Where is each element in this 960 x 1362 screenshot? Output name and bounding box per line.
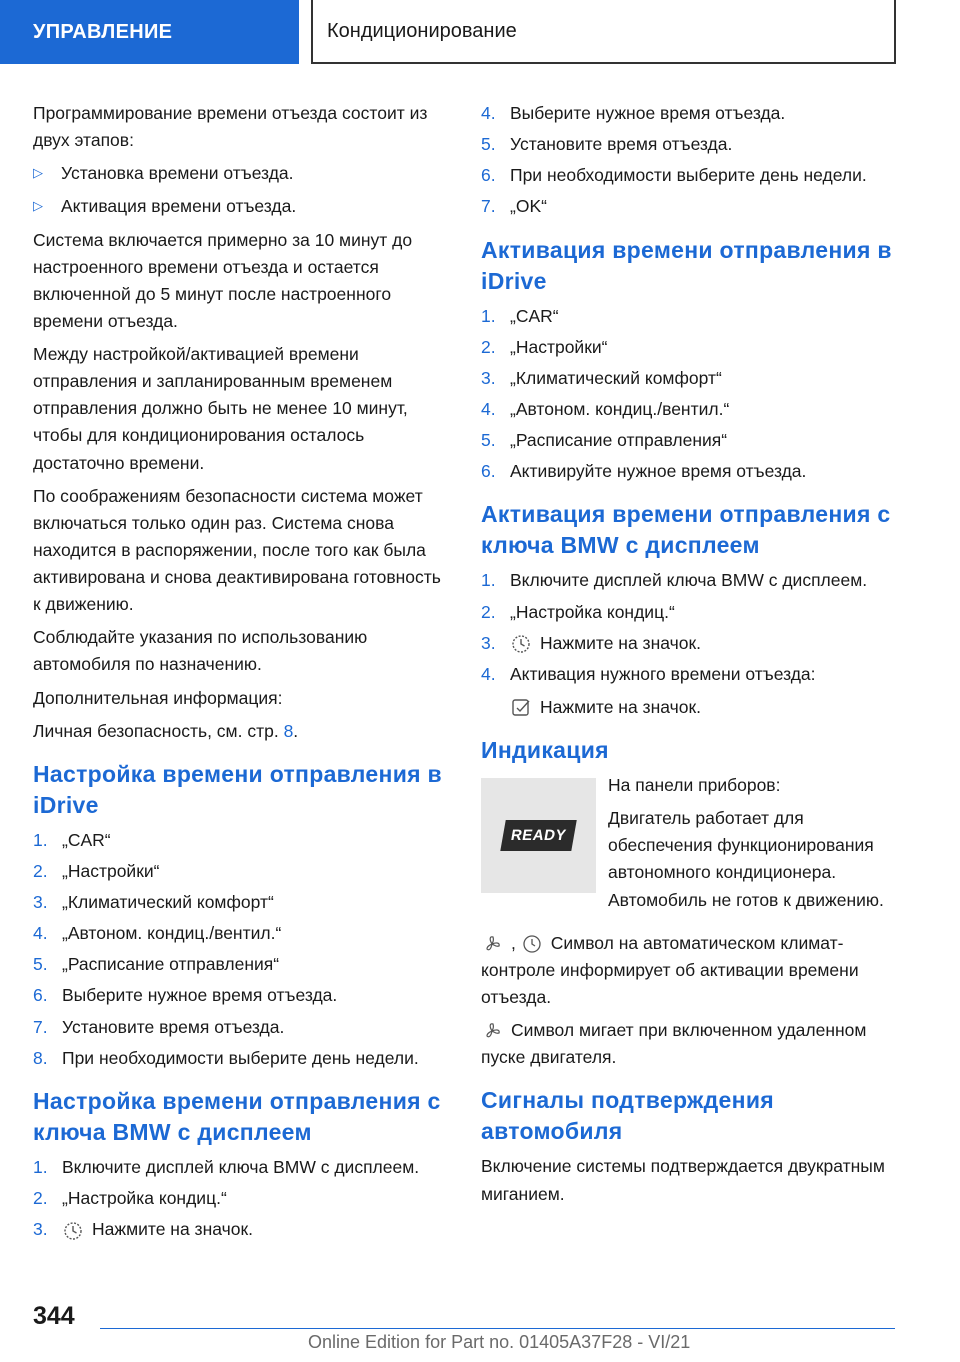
clock-icon [521, 933, 543, 955]
list-item [481, 162, 896, 189]
step-number: 6. [481, 461, 496, 482]
step-number: 8. [33, 1047, 48, 1068]
list-item [481, 303, 896, 330]
right-column [481, 100, 896, 1214]
list-item [33, 858, 447, 885]
list-item [33, 1014, 447, 1041]
step-text: „Расписание отправления“ [510, 430, 728, 451]
instrument-display-image [481, 778, 596, 893]
blink-paragraph [481, 1017, 896, 1071]
list-item [481, 599, 896, 626]
key-setup-steps [33, 1154, 447, 1243]
step-number: 4. [481, 663, 496, 684]
page-number: 344 [33, 1302, 75, 1330]
list-item [33, 951, 447, 978]
step-number: 6. [33, 985, 48, 1006]
step-text: „OK“ [510, 196, 547, 217]
indication-text [608, 772, 896, 920]
paragraph: Двигатель работает для обеспечения функционирования автономного кондиционера. Автомобиль не готов к движению. [608, 808, 884, 910]
step-text: „Автоном. кондиц./вентил.“ [510, 398, 730, 419]
stage-item [33, 193, 447, 220]
topic-header [311, 0, 896, 64]
section-tab: УПРАВЛЕНИЕ [0, 0, 299, 64]
step-number: 1. [481, 305, 496, 326]
list-item [481, 396, 896, 423]
sub-step [481, 694, 896, 721]
step-text: „Автоном. кондиц./вентил.“ [62, 923, 282, 944]
list-item [33, 827, 447, 854]
step-text [510, 630, 896, 657]
idrive-setup-steps-continued [481, 100, 896, 221]
paragraph: Соблюдайте указания по использованию автомобиля по назначению. [33, 627, 368, 675]
step-number: 4. [481, 103, 496, 123]
step-number: 1. [481, 570, 496, 591]
list-item [33, 1154, 447, 1181]
step-number: 7. [33, 1016, 48, 1037]
fan-clock-icon [62, 1220, 84, 1242]
step-text-label: Нажмите на значок. [92, 1219, 253, 1240]
list-item [481, 131, 896, 158]
footer-divider [100, 1328, 895, 1329]
step-number: 1. [33, 829, 48, 850]
step-text: Установите время отъезда. [62, 1016, 285, 1037]
fan-icon [481, 1020, 503, 1042]
list-item [481, 334, 896, 361]
topic-title: Кондиционирование [327, 19, 517, 42]
separator: , [511, 932, 516, 953]
stage-text: Активация времени отъезда. [61, 196, 297, 217]
list-item [33, 1216, 447, 1243]
step-text: „Настройка кондиц.“ [62, 1188, 227, 1209]
step-text: Выберите нужное время отъезда. [510, 103, 786, 123]
list-item [33, 889, 447, 916]
list-item [33, 920, 447, 947]
step-text: Выберите нужное время отъезда. [62, 985, 338, 1006]
list-item [481, 661, 896, 688]
paragraph: На панели приборов: [608, 775, 781, 796]
list-item [481, 630, 896, 657]
heading-idrive-activation: Активация времени отправления в iDrive [481, 236, 892, 294]
fan-icon [481, 933, 503, 955]
blink-text: Символ мигает при включенном удаленном пуске двигателя. [481, 1020, 867, 1068]
list-item [33, 1045, 447, 1072]
step-number: 3. [33, 1219, 48, 1240]
step-text-label: Нажмите на значок. [540, 632, 701, 653]
step-number: 6. [481, 165, 496, 186]
step-text: Включите дисплей ключа BMW с дисплеем. [62, 1156, 420, 1177]
key-activation-steps [481, 567, 896, 688]
reference-end: . [293, 720, 299, 741]
step-text [62, 1216, 447, 1243]
step-number: 1. [33, 1156, 48, 1177]
heading-key-activation: Активация времени отправления с ключа BMW с дисплеем [481, 501, 891, 559]
stage-item [33, 160, 447, 187]
step-number: 5. [481, 430, 496, 451]
paragraph: Включение системы подтверждается двукратным миганием. [481, 1156, 885, 1204]
step-number: 3. [481, 367, 496, 388]
checkbox-icon [510, 697, 532, 719]
stage-text: Установка времени отъезда. [61, 163, 294, 184]
paragraph: Дополнительная информация: [33, 687, 283, 708]
list-item [33, 982, 447, 1009]
list-item [481, 567, 896, 594]
step-number: 3. [33, 892, 48, 913]
step-number: 2. [481, 601, 496, 622]
list-item [33, 1185, 447, 1212]
left-column [33, 100, 447, 1249]
step-text: Активация нужного времени отъезда: [510, 663, 816, 684]
step-text: При необходимости выберите день недели. [62, 1047, 419, 1068]
list-item [481, 365, 896, 392]
step-number: 2. [33, 1188, 48, 1209]
sub-step-text: Нажмите на значок. [540, 696, 701, 717]
step-text: „CAR“ [510, 305, 559, 326]
step-number: 2. [33, 860, 48, 881]
paragraph: По соображениям безопасности система может включаться только один раз. Система снова находится в распоряжении, после того как была активирована и снова деактивирована готовность к движению. [33, 485, 441, 615]
step-text: „Расписание отправления“ [62, 954, 280, 975]
edition-text: Online Edition for Part no. 01405A37F28 - VI/21 [308, 1332, 691, 1352]
list-item [481, 193, 896, 220]
page-link[interactable]: 8 [283, 720, 294, 741]
step-text: „Климатический комфорт“ [62, 892, 274, 913]
fan-clock-icon [510, 633, 532, 655]
symbol-text: Символ на автоматическом климат-контроле информирует об активации времени отъезда. [481, 932, 859, 1007]
step-number: 4. [33, 923, 48, 944]
step-text: Установите время отъезда. [510, 134, 733, 155]
step-text: „Настройки“ [62, 860, 160, 881]
step-text: „CAR“ [62, 829, 111, 850]
triangle-bullet-icon: ▷ [33, 165, 43, 181]
reference-text: Личная безопасность, см. стр. [33, 720, 279, 741]
step-text: Активируйте нужное время отъезда. [510, 461, 807, 482]
idrive-setup-steps [33, 827, 447, 1072]
paragraph: Система включается примерно за 10 минут до настроенного времени отъезда и остается включенной до 5 минут после настроенного времени отъезда. [33, 229, 413, 331]
paragraph: Между настройкой/активацией времени отправления и запланированным временем отправления должно быть не менее 10 минут, чтобы для кондиционирования осталось достаточно времени. [33, 344, 408, 473]
triangle-bullet-icon: ▷ [33, 198, 43, 214]
heading-key-setup: Настройка времени отправления с ключа BMW с дисплеем [33, 1087, 441, 1145]
heading-indication: Индикация [481, 737, 609, 764]
reference-paragraph [33, 718, 447, 745]
step-text: При необходимости выберите день недели. [510, 165, 867, 186]
step-number: 5. [33, 954, 48, 975]
step-text: „Настройка кондиц.“ [510, 601, 675, 622]
idrive-activation-steps [481, 303, 896, 486]
list-item [481, 458, 896, 485]
intro-text: Программирование времени отъезда состоит из двух этапов: [33, 103, 428, 151]
list-item [481, 100, 896, 127]
step-number: 7. [481, 196, 496, 217]
step-number: 5. [481, 134, 496, 155]
step-number: 3. [481, 632, 496, 653]
list-item [481, 427, 896, 454]
symbol-paragraph [481, 930, 896, 1011]
step-text: „Настройки“ [510, 336, 608, 357]
step-number: 4. [481, 398, 496, 419]
heading-signals: Сигналы подтверждения автомобиля [481, 1087, 774, 1145]
step-text: „Климатический комфорт“ [510, 367, 722, 388]
indication-block [481, 772, 896, 920]
step-number: 2. [481, 336, 496, 357]
heading-idrive-setup: Настройка времени отправления в iDrive [33, 760, 442, 818]
ready-indicator: READY [500, 820, 577, 851]
step-text: Включите дисплей ключа BMW с дисплеем. [510, 570, 868, 591]
